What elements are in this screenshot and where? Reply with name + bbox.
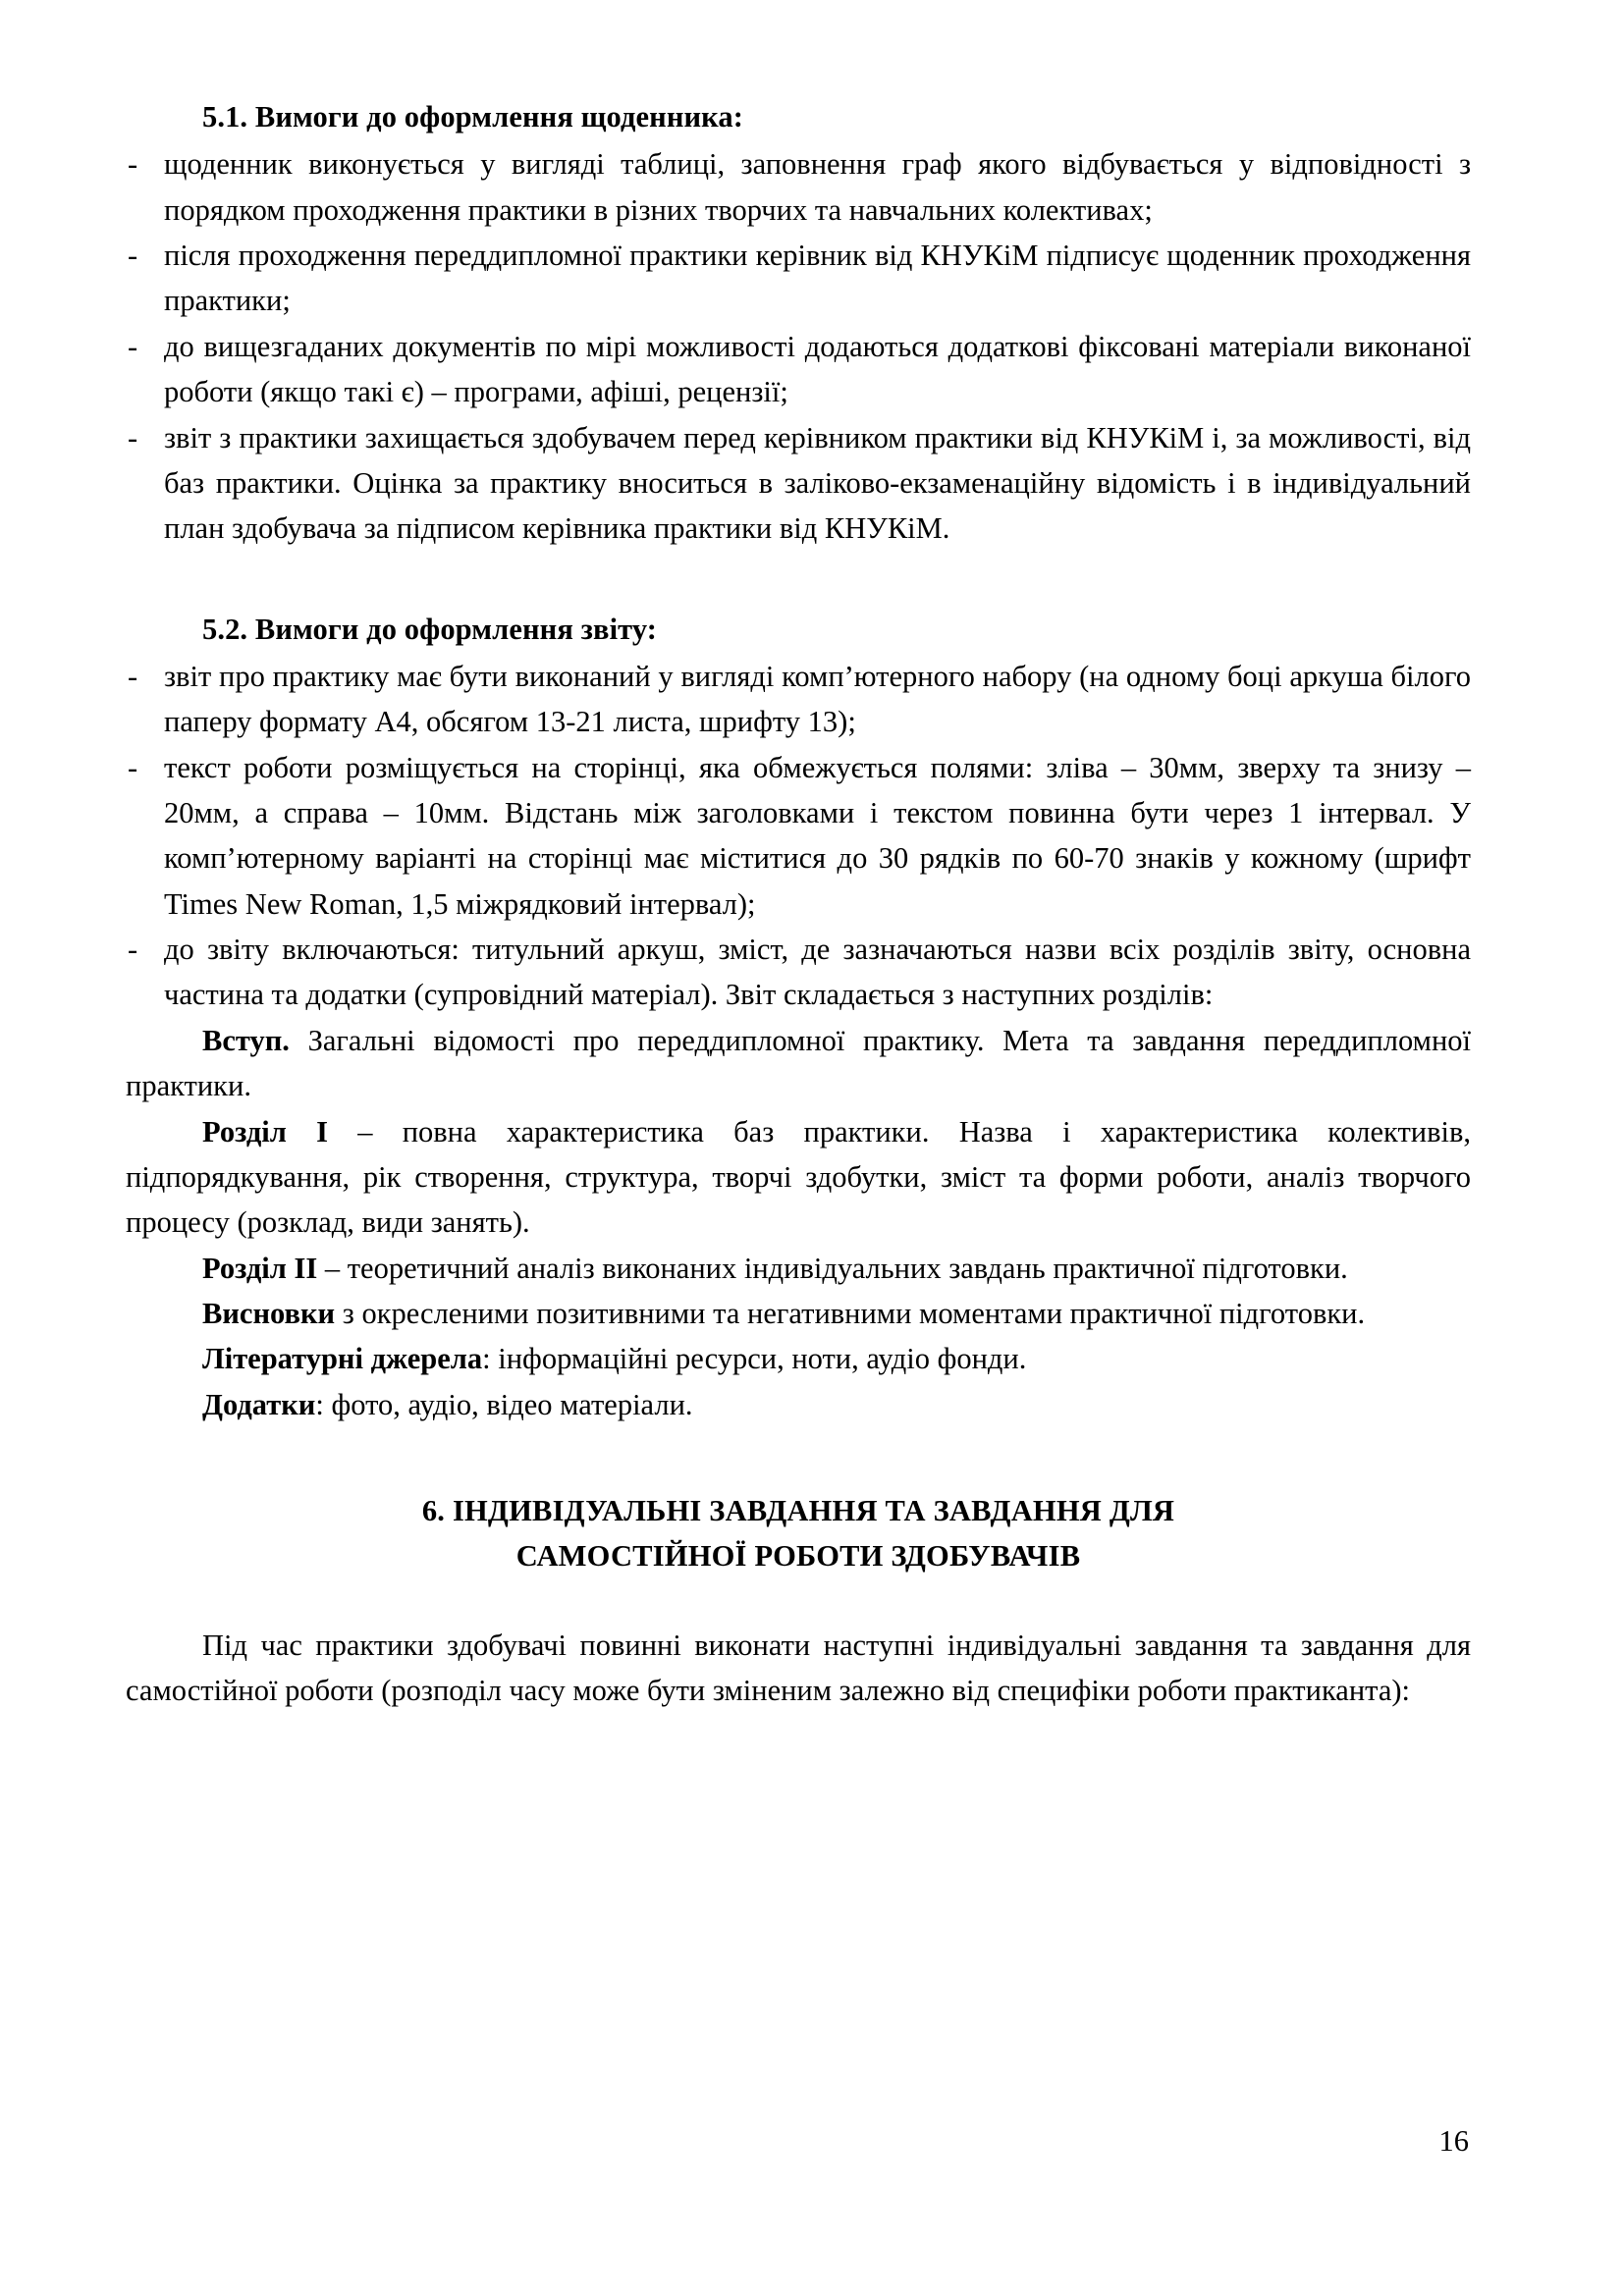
section-heading-6-line-2: САМОСТІЙНОЇ РОБОТИ ЗДОБУВАЧІВ xyxy=(515,1539,1081,1574)
list-item-text: щоденник виконується у вигляді таблиці, заповнення граф якого відбувається у відповідності з порядком проходження практики в різних творчих та навчальних колективах; xyxy=(164,147,1471,227)
section-heading-5-1: 5.1. Вимоги до оформлення щоденника: xyxy=(202,100,743,133)
requirements-list-5-1 xyxy=(126,141,1471,551)
list-item xyxy=(126,654,1471,745)
report-part-text: – теоретичний аналіз виконаних індивідуальних завдань практичної підготовки. xyxy=(317,1251,1348,1285)
list-item-text: після проходження переддипломної практики керівник від КНУКіМ підписує щоденник проходження практики; xyxy=(164,239,1471,318)
requirements-list-5-2 xyxy=(126,654,1471,1018)
spacer xyxy=(126,1427,1471,1488)
list-item xyxy=(126,927,1471,1018)
spacer xyxy=(126,1579,1471,1623)
report-part-lead: Додатки xyxy=(202,1387,316,1421)
list-item-text: текст роботи розміщується на сторінці, яка обмежується полями: зліва – 30мм, зверху та знизу – 20мм, а справа – 10мм. Відстань між заголовками і текстом повинна бути через 1 інтервал. У комп’ютерному варіанті на сторінці має міститися до 30 рядків по 60-70 знаків у кожному (шрифт Times New Roman, 1,5 міжрядковий інтервал); xyxy=(164,750,1471,921)
report-part-lead: Літературні джерела xyxy=(202,1342,483,1376)
list-item xyxy=(126,745,1471,927)
section-heading-6-line-1: 6. ІНДИВІДУАЛЬНІ ЗАВДАННЯ ТА ЗАВДАННЯ ДЛЯ xyxy=(421,1494,1175,1528)
list-item-text: звіт з практики захищається здобувачем перед керівником практики від КНУКіМ і, за можливості, від баз практики. Оцінка за практику вноситься в заліково-екзаменаційну відомість і в індивідуальний план здобувача за підписом керівника практики від КНУКіМ. xyxy=(164,420,1471,546)
report-part-text: – повна характеристика баз практики. Назва і характеристика колективів, підпорядкування, рік створення, структура, творчі здобутки, зміст та форми роботи, аналіз творчого процесу (розклад, види занять). xyxy=(126,1114,1472,1240)
report-part-lead: Висновки xyxy=(202,1296,336,1330)
report-part-vysnovky xyxy=(126,1291,1471,1336)
report-part-rozdil-2 xyxy=(126,1246,1471,1291)
list-item xyxy=(126,415,1471,552)
report-part-dodatky xyxy=(126,1382,1471,1427)
report-part-literature xyxy=(126,1336,1471,1381)
list-item xyxy=(126,141,1471,233)
bullet-dash-icon: - xyxy=(128,933,138,967)
bullet-dash-icon: - xyxy=(128,420,138,454)
report-part-text: Загальні відомості про переддипломної практику. Мета та завдання переддипломної практики. xyxy=(126,1023,1471,1103)
section-6-paragraph: Під час практики здобувачі повинні виконати наступні індивідуальні завдання та завдання для самостійної роботи (розподіл часу може бути зміненим залежно від специфіки роботи практиканта): xyxy=(126,1628,1471,1708)
bullet-dash-icon: - xyxy=(128,147,138,182)
report-part-text: з окресленими позитивними та негативними моментами практичної підготовки. xyxy=(335,1296,1366,1330)
report-part-text: : інформаційні ресурси, ноти, аудіо фонди. xyxy=(482,1342,1027,1376)
list-item-text: до вищезгаданих документів по мірі можливості додаються додаткові фіксовані матеріали виконаної роботи (якщо такі є) – програми, афіші, рецензії; xyxy=(164,329,1471,409)
page-content xyxy=(126,94,1471,1714)
page-number: 16 xyxy=(1438,2124,1469,2158)
report-part-text: : фото, аудіо, відео матеріали. xyxy=(315,1387,693,1421)
list-item xyxy=(126,324,1471,415)
spacer xyxy=(126,552,1471,607)
report-part-lead: Розділ II xyxy=(202,1251,318,1285)
report-part-vstup xyxy=(126,1018,1471,1109)
bullet-dash-icon: - xyxy=(128,659,138,693)
bullet-dash-icon: - xyxy=(128,329,138,363)
list-item-text: до звіту включаються: титульний аркуш, зміст, де зазначаються назви всіх розділів звіту, основна частина та додатки (супровідний матеріал). Звіт складається з наступних розділів: xyxy=(164,933,1471,1012)
bullet-dash-icon: - xyxy=(128,239,138,273)
report-part-lead: Розділ I xyxy=(202,1114,328,1148)
list-item xyxy=(126,233,1471,324)
report-part-rozdil-1 xyxy=(126,1109,1471,1246)
section-heading-5-2: 5.2. Вимоги до оформлення звіту: xyxy=(202,612,658,646)
report-part-lead: Вступ. xyxy=(202,1023,290,1057)
list-item-text: звіт про практику має бути виконаний у вигляді комп’ютерного набору (на одному боці аркуша білого паперу формату А4, обсягом 13-21 листа, шрифту 13); xyxy=(164,659,1471,739)
bullet-dash-icon: - xyxy=(128,750,138,784)
